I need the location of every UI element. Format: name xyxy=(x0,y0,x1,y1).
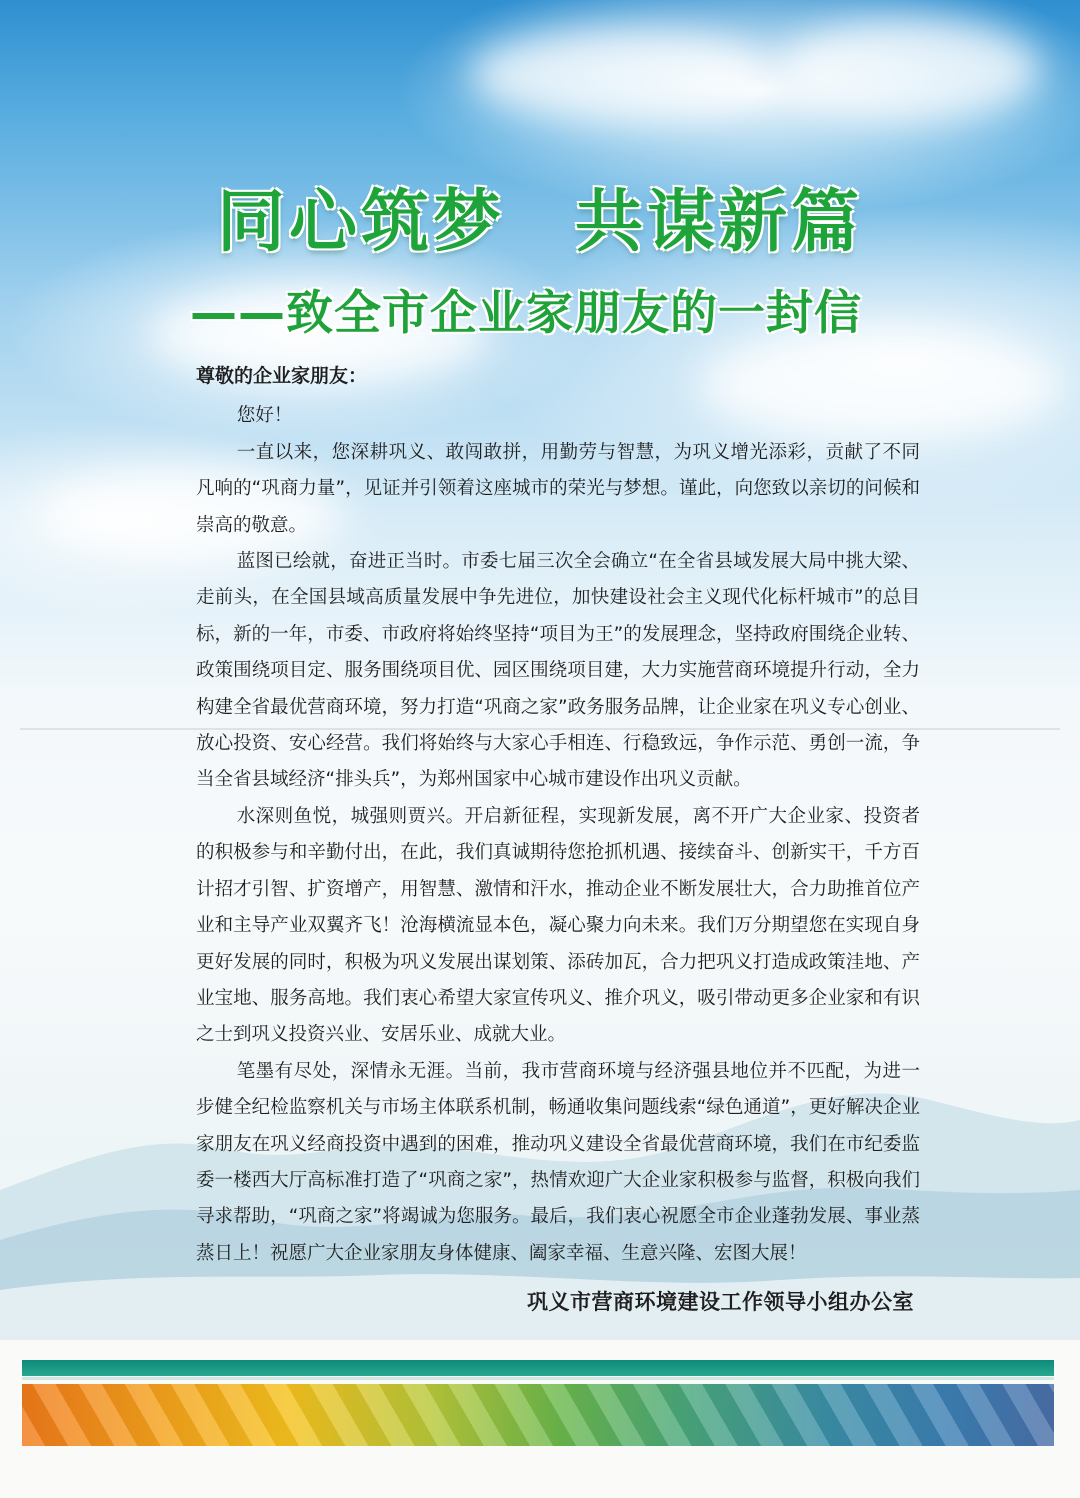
title-part-2: 共谋新篇 xyxy=(575,182,864,262)
paragraph-greeting: 您好！ xyxy=(236,405,293,427)
footer-color-band xyxy=(22,1384,1054,1446)
footer-teal-band xyxy=(22,1360,1054,1376)
letter-title xyxy=(0,168,1080,265)
letter-subtitle: ——致全市企业家朋友的一封信 xyxy=(190,286,862,341)
paragraph: 一直以来，您深耕巩义、敢闯敢拼，用勤劳与智慧，为巩义增光添彩，贡献了不同凡响的“巩商力量”，见证并引领着这座城市的荣光与梦想。谨此，向您致以亲切的问候和崇高的敬意。 xyxy=(196,441,920,536)
cloud xyxy=(470,30,770,120)
salutation: 尊敬的企业家朋友： xyxy=(196,365,368,387)
paragraph: 笔墨有尽处，深情永无涯。当前，我市营商环境与经济强县地位并不匹配，为进一步健全纪检监察机关与市场主体联系机制，畅通收集问题线索“绿色通道”，更好解决企业家朋友在巩义经商投资中遇到的困难，推动巩义建设全省最优营商环境，我们在市纪委监委一楼西大厅高标准打造了“巩商之家”，热情欢迎广大企业家积极参与监督，积极向我们寻求帮助，“巩商之家”将竭诚为您服务。最后，我们衷心祝愿全市企业蓬勃发展、事业蒸蒸日上！祝愿广大企业家朋友身体健康、阖家幸福、生意兴隆、宏图大展！ xyxy=(196,1060,920,1264)
paragraph: 蓝图已绘就，奋进正当时。市委七届三次全会确立“在全省县域发展大局中挑大梁、走前头，在全国县域高质量发展中争先进位，加快建设社会主义现代化标杆城市”的总目标，新的一年，市委、市政府将始终坚持“项目为王”的发展理念，坚持政府围绕企业转、政策围绕项目定、服务围绕项目优、园区围绕项目建，大力实施营商环境提升行动，全力构建全省最优营商环境，努力打造“巩商之家”政务服务品牌，让企业家在巩义专心创业、放心投资、安心经营。我们将始终与大家心手相连、行稳致远，争作示范、勇创一流，争当全省县域经济“排头兵”，为郑州国家中心城市建设作出巩义贡献。 xyxy=(196,551,920,791)
cloud xyxy=(780,20,1040,120)
title-part-1: 同心筑梦 xyxy=(216,182,505,262)
signature: 巩义市营商环境建设工作领导小组办公室 xyxy=(527,1289,914,1314)
paragraph: 水深则鱼悦，城强则贾兴。开启新征程，实现新发展，离不开广大企业家、投资者的积极参与和辛勤付出，在此，我们真诚期待您抢抓机遇、接续奋斗、创新实干，千方百计招才引智、扩资增产，用智慧、激情和汗水，推动企业不断发展壮大，合力助推首位产业和主导产业双翼齐飞！沧海横流显本色，凝心聚力向未来。我们万分期望您在实现自身更好发展的同时，积极为巩义发展出谋划策、添砖加瓦，合力把巩义打造成政策洼地、产业宝地、服务高地。我们衷心希望大家宣传巩义、推介巩义，吸引带动更多企业家和有识之士到巩义投资兴业、安居乐业、成就大业。 xyxy=(196,805,920,1046)
letter-body xyxy=(196,358,920,1272)
